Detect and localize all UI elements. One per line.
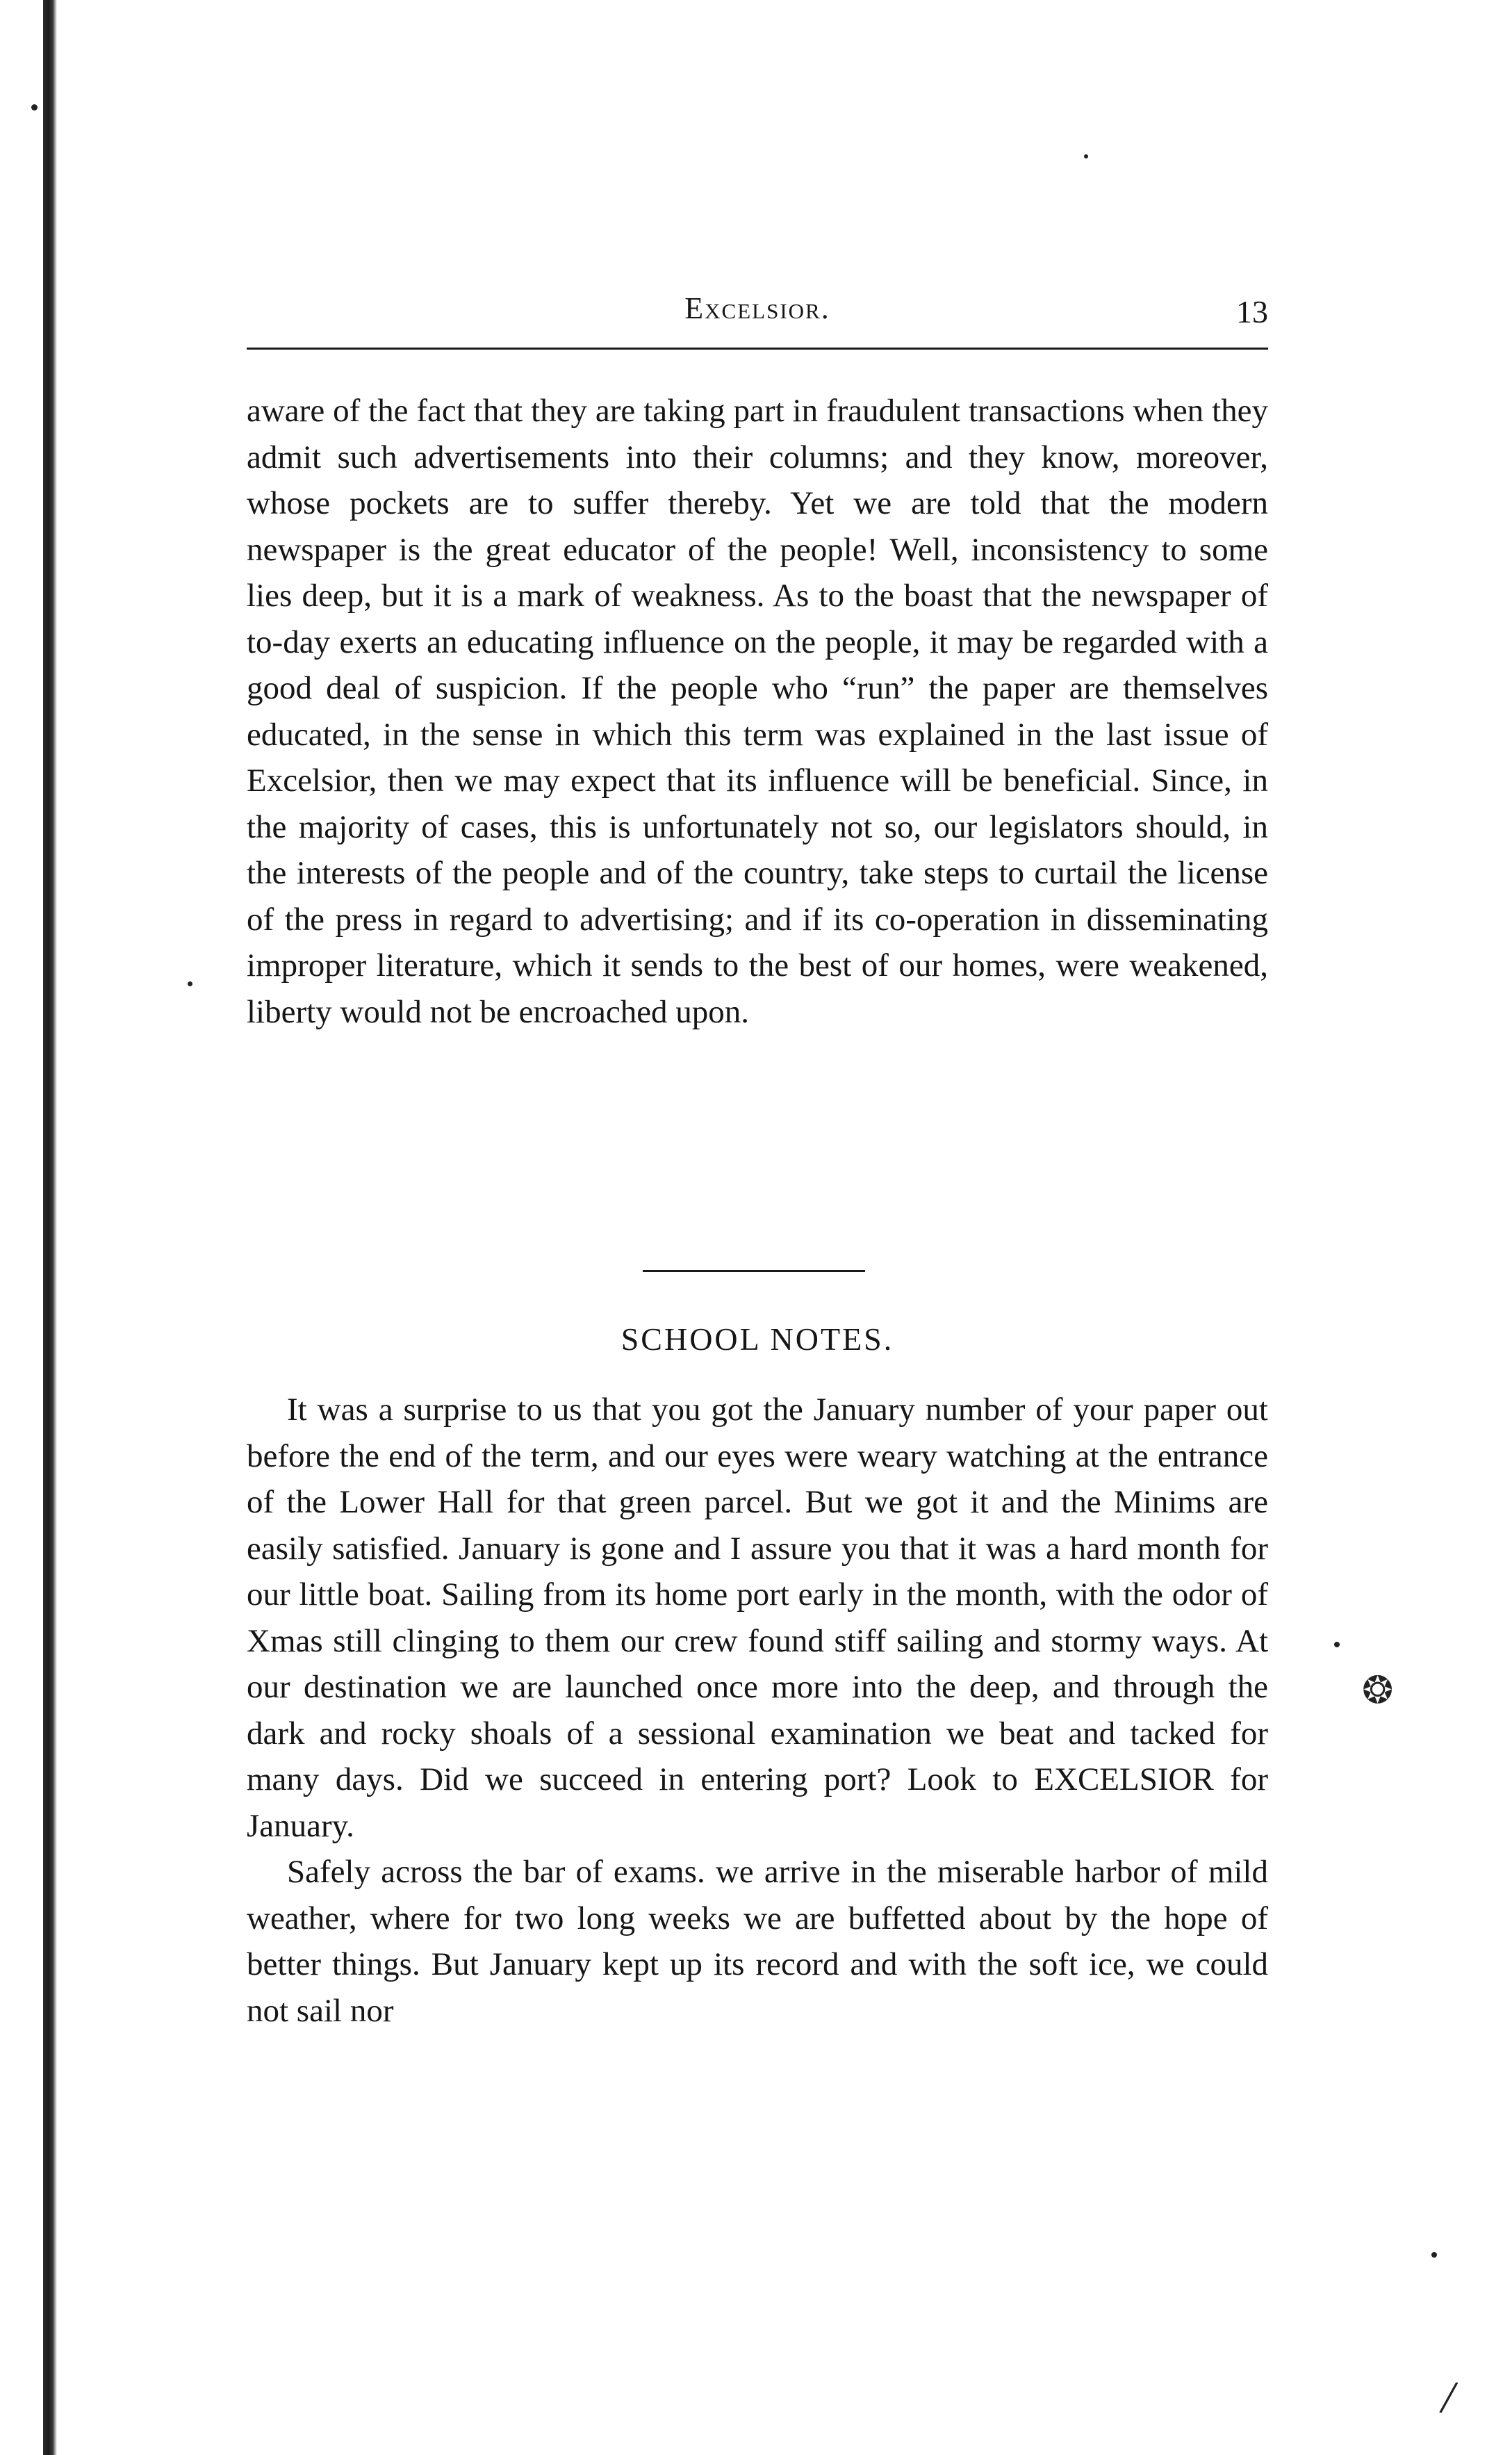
school-notes-paragraph-2: Safely across the bar of exams. we arrive in the miserable harbor of mild weather, where for two long weeks we are buffetted about by the hope of better things. But January kept up its record and with the soft ice, we could not sail nor (247, 1854, 1268, 2029)
margin-speck (1431, 2252, 1437, 2258)
section-heading: SCHOOL NOTES. (621, 1321, 894, 1357)
section-divider (643, 1270, 865, 1272)
school-notes-paragraph-1: It was a surprise to us that you got the January number of your paper out before the end of the term, and our eyes were weary watching at the entrance of the Lower Hall for that green parcel. But we got it and the Minims are easily satisfied. January is gone and I assure you that it was a hard month for our little boat. Sailing from its home port early in the month, with the odor of Xmas still clinging to them our crew found stiff sailing and stormy ways. At our destination we are launched once more into the deep, and through the dark and rocky shoals of a sessional examination we beat and tacked for many days. Did we succeed in entering port? Look to EXCELSIOR for January. (247, 1392, 1268, 1844)
binding-edge (43, 0, 57, 2455)
continued-paragraph: aware of the fact that they are taking part in fraudulent transactions when they admit such advertisements into their columns; and they know, moreover, whose pockets are to suffer thereby. Yet we are told that the modern newspaper is the great educator of the people! Well, inconsistency to some lies deep, but it is a mark of weakness. As to the boast that the newspaper of to-day exerts an educating influence on the people, it may be regarded with a good deal of suspicion. If the people who “run” the paper are themselves educated, in the sense in which this term was explained in the last issue of Excelsior, then we may expect that its influence will be beneficial. Since, in the majority of cases, this is unfortunately not so, our legislators should, in the interests of the people and of the country, take steps to curtail the license of the press in regard to advertising; and if its co-operation in disseminating improper literature, which it sends to the best of our homes, were weakened, liberty would not be encroached upon. (247, 393, 1268, 1030)
margin-speck (1334, 1642, 1340, 1647)
page-header (247, 291, 1268, 332)
school-notes-body (247, 1387, 1268, 2034)
ornament-mark: ❂ (1362, 1670, 1394, 1711)
margin-speck (188, 981, 192, 986)
running-title: Excelsior. (684, 291, 830, 325)
margin-speck (31, 104, 38, 111)
page-number: 13 (1236, 294, 1268, 329)
margin-speck (1084, 154, 1088, 158)
header-rule (247, 348, 1268, 350)
slash-mark: / (1437, 2370, 1461, 2426)
